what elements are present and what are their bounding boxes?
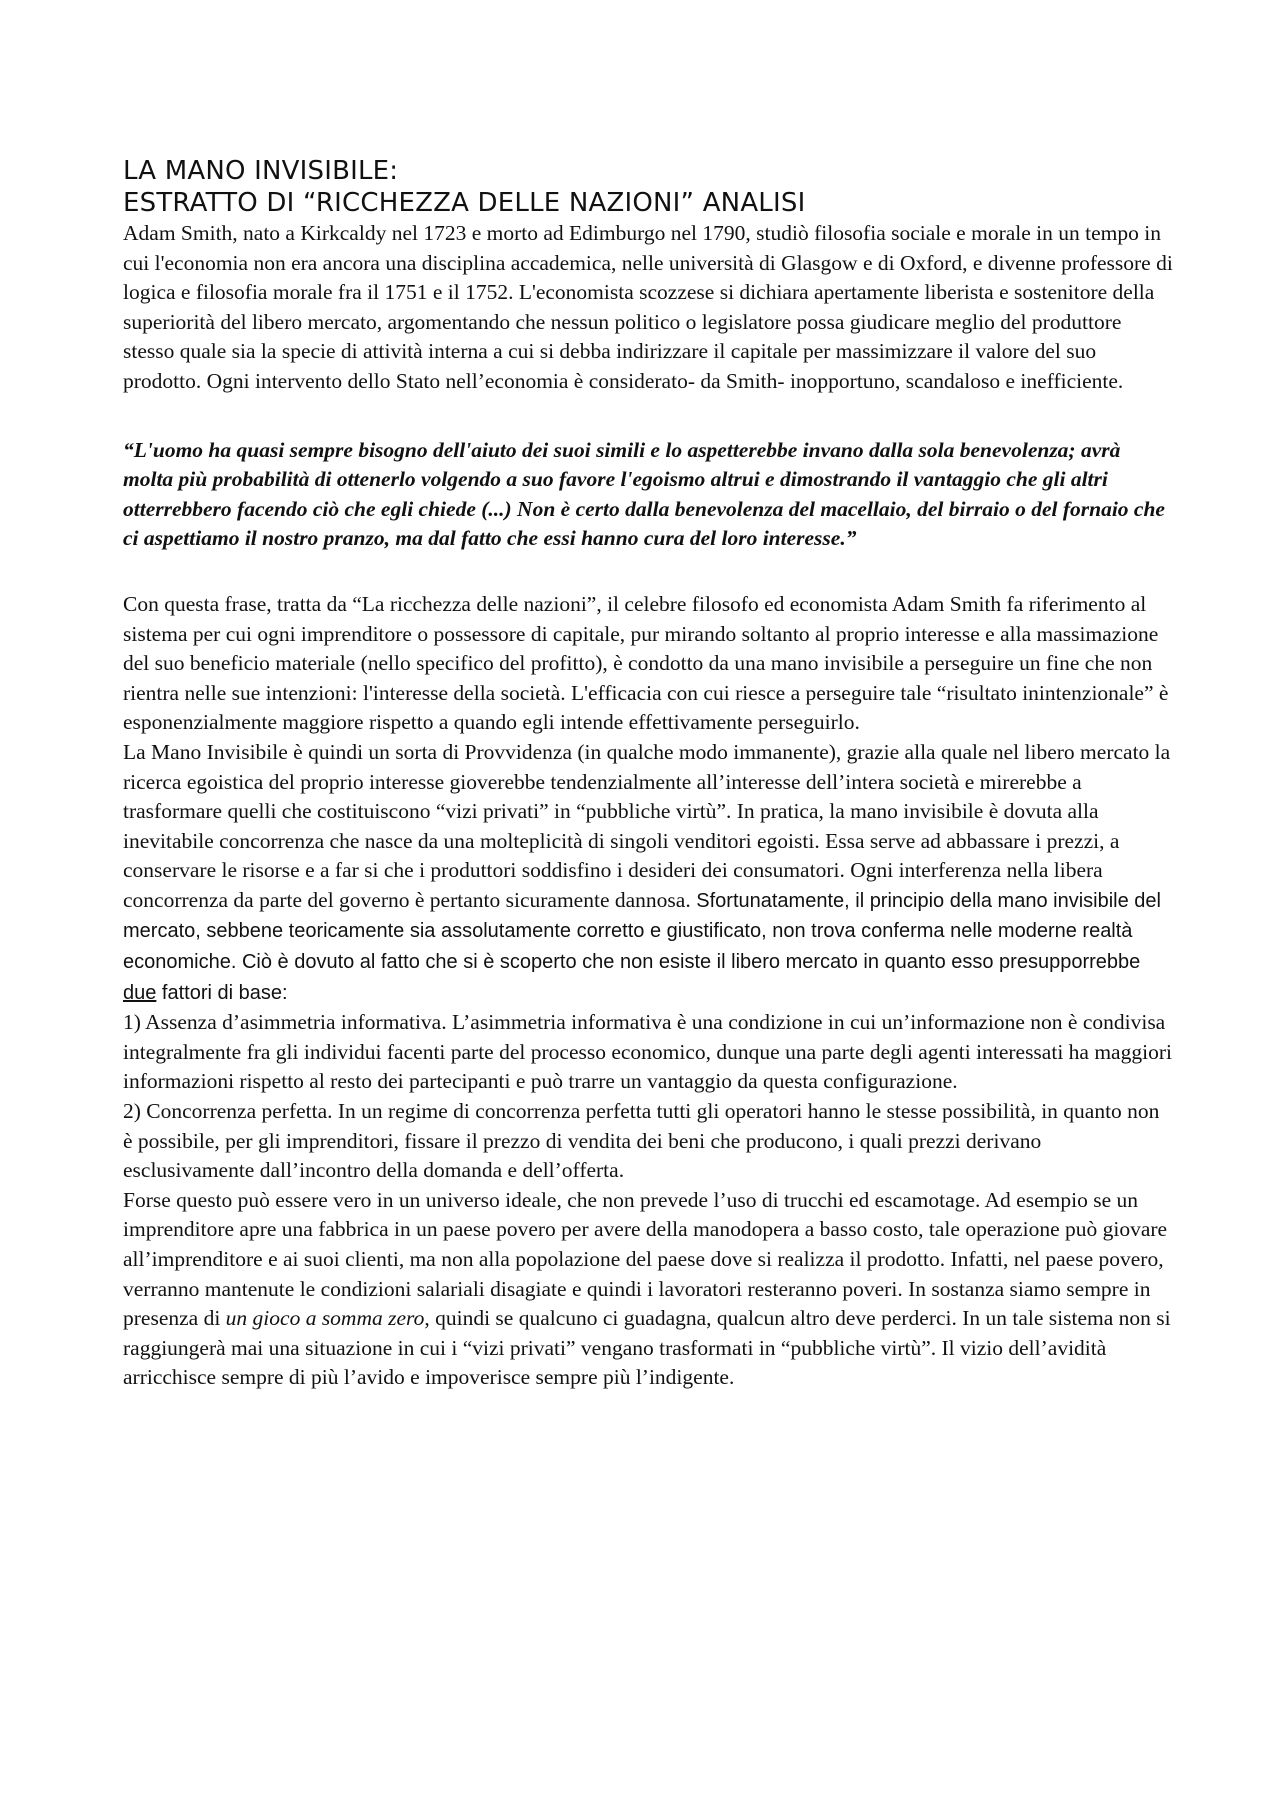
intro-paragraph: Adam Smith, nato a Kirkcaldy nel 1723 e morto ad Edimburgo nel 1790, studiò filosofia sociale e morale in un tempo in cui l'economia non era ancora una disciplina accademica, nelle università di Glasgow e di Oxford, e divenne professore di logica e filosofia morale fra il 1751 e il 1752. L'economista scozzese si dichiara apertamente liberista e sostenitore della superiorità del libero mercato, argomentando che nessun politico o legislatore possa giudicare meglio del produttore stesso quale sia la specie di attività interna a cui si debba indirizzare il capitale per massimizzare il valore del suo prodotto. Ogni intervento dello Stato nell’economia è considerato- da Smith- inopportuno, scandaloso e inefficiente. (123, 221, 1173, 393)
paragraph-2-sans-text-a: Sfortunatamente, il principio della mano invisibile del mercato, sebbene teoricamente sia assolutamente corretto e giustificato, non trova conferma nelle moderne realtà economiche. Ciò è dovuto al fatto che si è scoperto che non esiste il libero mercato in quanto esso presupporrebbe (123, 889, 1161, 974)
paragraph-3-text-a: Forse questo può essere vero in un universo ideale, che non prevede l’uso di trucchi ed escamotage. Ad esempio se un imprenditore apre una fabbrica in un paese povero per avere della manodopera a basso costo, tale operazione può giovare all’imprenditore e ai suoi clienti, ma non alla popolazione del paese dove si realizza il prodotto. Infatti, nel paese povero, verranno mantenute le condizioni salariali disagiate e quindi i lavoratori resteranno poveri. In sostanza siamo sempre in presenza di (123, 1187, 1168, 1331)
paragraph-3-text-b: , quindi se qualcuno ci guadagna, qualcun altro deve perderci. In un tale sistema non si raggiungerà mai una situazione in cui i “vizi privati” vengano trasformati in “pubbliche virtù”. Il vizio dell’avidità arricchisce sempre di più l’avido e impoverisce sempre più l’indigente. (123, 1306, 1171, 1390)
list-item-1: 1) Assenza d’asimmetria informativa. L’asimmetria informativa è una condizione in cui un’informazione non è condivisa integralmente fra gli individui facenti parte del processo economico, dunque una parte degli agenti interessati ha maggiori informazioni rispetto al resto dei partecipanti e può trarre un vantaggio da questa configurazione. (123, 1010, 1172, 1094)
title-line-2: ESTRATTO DI “RICCHEZZA DELLE NAZIONI” ANALISI (123, 188, 806, 218)
paragraph-2-sans-text-b: fattori di base: (156, 981, 288, 1004)
analysis-section (123, 590, 1173, 1393)
analysis-paragraph-1: Con questa frase, tratta da “La ricchezza delle nazioni”, il celebre filosofo ed economista Adam Smith fa riferimento al sistema per cui ogni imprenditore o possessore di capitale, pur mirando soltanto al proprio interesse e alla massimazione del suo beneficio materiale (nello specifico del profitto), è condotto da una mano invisibile a perseguire un fine che non rientra nelle sue intenzioni: l'interesse della società. L'efficacia con cui riesce a perseguire tale “risultato inintenzionale” è esponenzialmente maggiore rispetto a quando egli intende effettivamente perseguirlo. (123, 591, 1169, 735)
analysis-paragraph-3 (123, 1186, 1173, 1393)
paragraph-2-serif-text: La Mano Invisibile è quindi un sorta di Provvidenza (in qualche modo immanente), grazie alla quale nel libero mercato la ricerca egoistica del proprio interesse gioverebbe tendenzialmente all’interesse dell’intera società e mirerebbe a trasformare quelli che costituiscono “vizi privati” in “pubbliche virtù”. In pratica, la mano invisibile è dovuta alla inevitabile concorrenza che nasce da una molteplicità di singoli venditori egoisti. Essa serve ad abbassare i prezzi, a conservare le risorse e a far si che i produttori soddisfino i desideri dei consumatori. Ogni interferenza nella libera concorrenza da parte del governo è pertanto sicuramente dannosa. (123, 739, 1171, 912)
underlined-word-due: due (123, 981, 157, 1004)
title-line-1: LA MANO INVISIBILE: (123, 156, 399, 186)
document-content (123, 155, 1173, 1393)
analysis-paragraph-2 (123, 738, 1173, 1008)
list-item-2: 2) Concorrenza perfetta. In un regime di concorrenza perfetta tutti gli operatori hanno le stesse possibilità, in quanto non è possibile, per gli imprenditori, fissare il prezzo di vendita dei beni che producono, i quali prezzi derivano esclusivamente dall’incontro della domanda e dell’offerta. (123, 1099, 1160, 1183)
smith-quote: “L'uomo ha quasi sempre bisogno dell'aiuto dei suoi simili e lo aspetterebbe invano dalla sola benevolenza; avrà molta più probabilità di ottenerlo volgendo a suo favore l'egoismo altrui e dimostrando il vantaggio che gli altri otterrebbero facendo ciò che egli chiede (...) Non è certo dalla benevolenza del macellaio, del birraio o del fornaio che ci aspettiamo il nostro pranzo, ma dal fatto che essi hanno cura del loro interesse.” (123, 437, 1165, 551)
italic-phrase-zero-sum-game: un gioco a somma zero (225, 1306, 425, 1331)
